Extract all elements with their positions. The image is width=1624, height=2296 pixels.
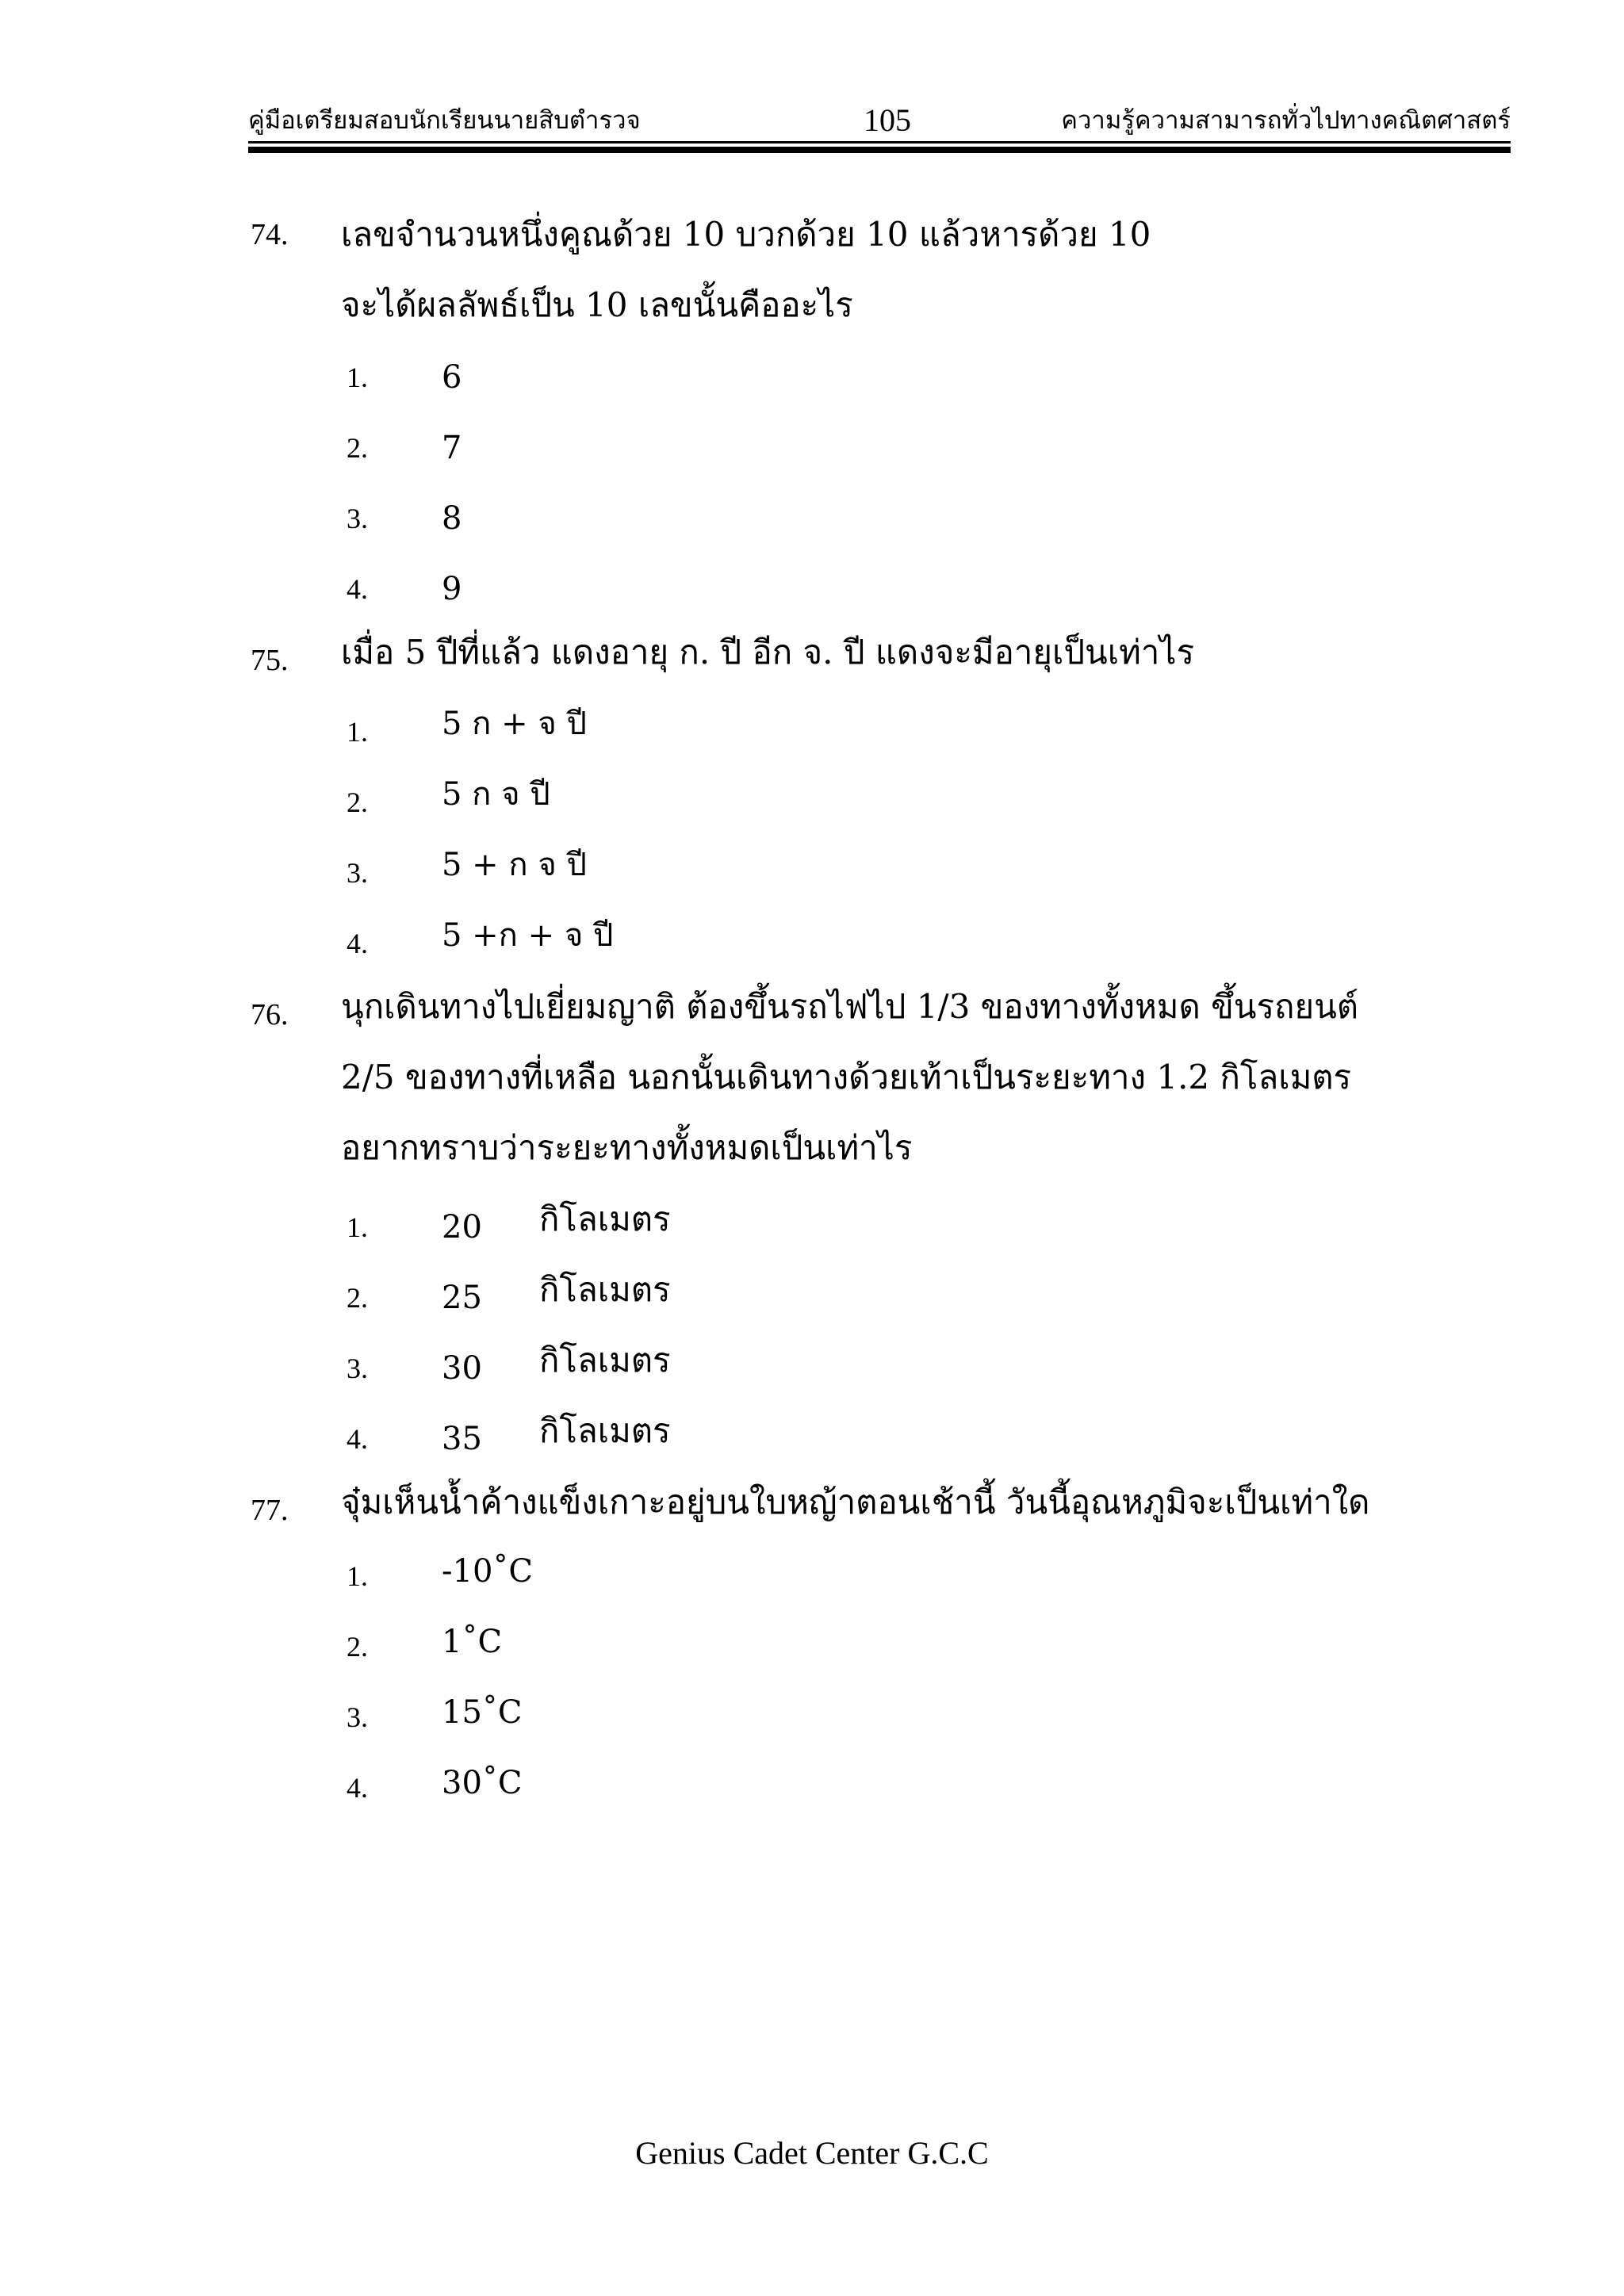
- option-value: 20: [442, 1209, 482, 1246]
- option-value: 15˚C: [442, 1694, 523, 1731]
- option-number: 1.: [347, 1211, 368, 1243]
- question-text-line: จุ๋มเห็นน้ำค้างแข็งเกาะอยู่บนใบหญ้าตอนเช้านี้ วันนี้อุณหภูมิจะเป็นเท่าใด: [341, 1483, 1370, 1521]
- option-value: 5 ก + จ ปี: [442, 706, 587, 742]
- header-rule-thin: [248, 141, 1511, 144]
- option-value: 5 ก จ ปี: [442, 776, 550, 813]
- option-value: 5 +ก + จ ปี: [442, 917, 614, 954]
- page-header: [248, 101, 1511, 140]
- question-text-line: จะได้ผลลัพธ์เป็น 10 เลขนั้นคืออะไร: [341, 285, 853, 324]
- question-number: 76.: [251, 998, 289, 1031]
- option-unit: กิโลเมตร: [539, 1200, 671, 1238]
- question-text-line: นุกเดินทางไปเยี่ยมญาติ ต้องขึ้นรถไฟไป 1/3 ของทางทั้งหมด ขึ้นรถยนต์: [341, 987, 1359, 1026]
- option-unit: กิโลเมตร: [539, 1411, 671, 1450]
- question-number: 75.: [251, 644, 289, 677]
- option-value: 30: [442, 1350, 482, 1387]
- option-value: 35: [442, 1421, 482, 1457]
- option-unit: กิโลเมตร: [539, 1270, 671, 1309]
- question-number: 74.: [251, 218, 289, 251]
- option-unit: กิโลเมตร: [539, 1341, 671, 1380]
- option-value: 5 + ก จ ปี: [442, 847, 587, 883]
- option-value: 6: [442, 359, 462, 396]
- page-footer: Genius Cadet Center G.C.C: [635, 2135, 989, 2171]
- question-text-line: 2/5 ของทางที่เหลือ นอกนั้นเดินทางด้วยเท้าเป็นระยะทาง 1.2 กิโลเมตร: [341, 1058, 1352, 1096]
- option-number: 2.: [347, 1631, 368, 1663]
- page-number: 105: [864, 102, 911, 138]
- option-value: 9: [442, 571, 462, 607]
- question-text-line: เลขจำนวนหนึ่งคูณด้วย 10 บวกด้วย 10 แล้วหารด้วย 10: [341, 215, 1151, 254]
- option-number: 4.: [347, 928, 368, 959]
- question-number: 77.: [251, 1494, 289, 1527]
- option-number: 3.: [347, 1353, 368, 1384]
- option-value: -10˚C: [442, 1553, 534, 1590]
- option-number: 4.: [347, 1423, 368, 1455]
- option-number: 4.: [347, 1772, 368, 1804]
- header-rule-thick: [248, 147, 1511, 153]
- question-text-line: อยากทราบว่าระยะทางทั้งหมดเป็นเท่าไร: [341, 1128, 913, 1167]
- option-value: 1˚C: [442, 1624, 503, 1660]
- option-number: 1.: [347, 1560, 368, 1592]
- header-book-title: คู่มือเตรียมสอบนักเรียนนายสิบตำรวจ: [248, 106, 641, 135]
- option-number: 1.: [347, 716, 368, 748]
- option-number: 2.: [347, 786, 368, 818]
- option-value: 25: [442, 1280, 482, 1316]
- option-number: 2.: [347, 432, 368, 464]
- option-number: 1.: [347, 362, 368, 393]
- option-number: 3.: [347, 857, 368, 889]
- option-value: 30˚C: [442, 1765, 523, 1801]
- option-value: 7: [442, 430, 462, 466]
- option-number: 2.: [347, 1282, 368, 1314]
- option-number: 4.: [347, 573, 368, 605]
- header-section-title: ความรู้ความสามารถทั่วไปทางคณิตศาสตร์: [1061, 106, 1511, 135]
- option-value: 8: [442, 500, 462, 537]
- option-number: 3.: [347, 1701, 368, 1733]
- option-number: 3.: [347, 503, 368, 534]
- question-text-line: เมื่อ 5 ปีที่แล้ว แดงอายุ ก. ปี อีก จ. ปี แดงจะมีอายุเป็นเท่าไร: [341, 633, 1195, 672]
